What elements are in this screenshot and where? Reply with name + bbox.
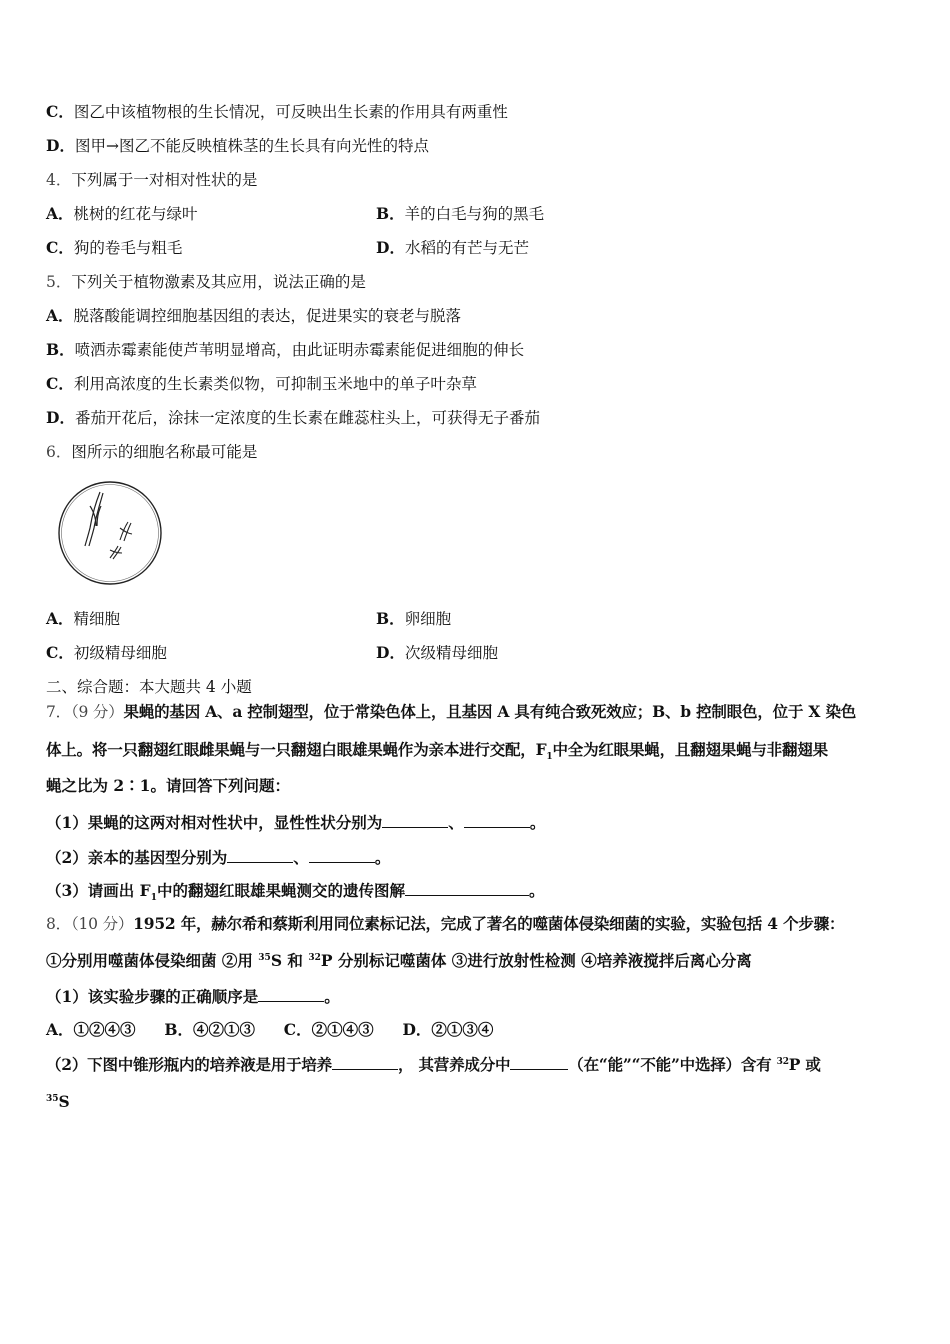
option-letter: A． [46, 204, 74, 223]
question-text: （2）下图中锥形瓶内的培养液是用于培养 [46, 1055, 332, 1074]
q8-line-1 [46, 914, 844, 934]
q4-option-d [376, 238, 529, 258]
option-text: ②①③④ [431, 1020, 494, 1039]
option-letter: A． [46, 306, 74, 325]
option-letter: C． [46, 238, 74, 257]
question-text: S [58, 1092, 70, 1111]
q6-stem [46, 442, 257, 462]
option-letter: D． [46, 136, 75, 155]
option-text: 精细胞 [73, 610, 121, 628]
option-text: ④②①③ [192, 1020, 255, 1039]
q6-option-b [376, 609, 451, 629]
q7-sub-3 [46, 880, 545, 904]
question-text: （1）果蝇的这两对相对性状中，显性性状分别为 [46, 813, 383, 832]
answer-blank[interactable] [309, 847, 375, 863]
option-text: 桃树的红花与绿叶 [73, 205, 198, 223]
question-number: 5． [46, 273, 72, 291]
question-text: 蝇之比为 2∶1。请回答下列问题： [46, 776, 290, 795]
q7-sub-2 [46, 847, 390, 868]
q7-line-1 [46, 702, 856, 722]
option-text: 脱落酸能调控细胞基因组的表达，促进果实的衰老与脱落 [73, 307, 462, 325]
q4-option-c [46, 238, 182, 258]
superscript: 35 [46, 1093, 59, 1104]
option-text: ①②④③ [73, 1020, 136, 1039]
question-score: （10 分） [70, 915, 134, 933]
separator: 、 [293, 848, 309, 867]
option-letter: C． [46, 102, 74, 121]
section-title: 二、综合题：本大题共 4 小题 [46, 678, 252, 696]
option-text: 卵细胞 [404, 610, 452, 628]
option-letter: B． [376, 204, 405, 223]
period: 。 [528, 881, 545, 900]
option-text: 羊的白毛与狗的黑毛 [404, 205, 545, 223]
question-text: ， 其营养成分中 [398, 1055, 511, 1074]
answer-blank[interactable] [510, 1054, 568, 1070]
question-text: 下列关于植物激素及其应用，说法正确的是 [71, 273, 366, 291]
option-letter: C． [46, 374, 74, 393]
option-letter: D． [46, 408, 75, 427]
q8-line-2 [46, 951, 752, 971]
option-letter: B． [376, 609, 405, 628]
option-text: 图乙中该植物根的生长情况，可反映出生长素的作用具有两重性 [73, 103, 508, 121]
question-text: 下列属于一对相对性状的是 [71, 171, 258, 189]
superscript: 32 [776, 1056, 789, 1067]
q3-option-c [46, 102, 508, 122]
question-score: （9 分） [70, 703, 124, 721]
q6-option-a [46, 609, 120, 629]
superscript: 32 [308, 952, 321, 963]
option-text: 番茄开花后，涂抹一定浓度的生长素在雌蕊柱头上，可获得无子番茄 [74, 409, 540, 427]
question-number: 7． [46, 703, 71, 721]
question-number: 6． [46, 443, 72, 461]
question-text: P 或 [788, 1055, 821, 1074]
question-text: 中全为红眼果蝇，且翻翅果蝇与非翻翅果 [552, 740, 828, 759]
option-letter: A． [46, 1020, 74, 1039]
q5-option-b [46, 340, 524, 360]
option-letter: D． [376, 238, 405, 257]
q8-choices [46, 1020, 493, 1040]
q7-sub-1 [46, 812, 545, 833]
chromosome-small-2 [110, 546, 122, 559]
option-text: ②①④③ [311, 1020, 374, 1039]
question-text: 中的翻翅红眼雄果蝇测交的遗传图解 [156, 881, 405, 900]
q6-option-c [46, 643, 167, 663]
period: 。 [529, 813, 546, 832]
chromosome-large [85, 492, 103, 546]
question-text: （3）请画出 F [46, 881, 151, 900]
q8-sub-2-cont [46, 1092, 70, 1112]
question-number: 8． [46, 915, 71, 933]
question-text: 体上。将一只翻翅红眼雌果蝇与一只翻翅白眼雄果蝇作为亲本进行交配，F [46, 740, 547, 759]
question-text: （2）亲本的基因型分别为 [46, 848, 228, 867]
option-letter: B． [164, 1020, 193, 1039]
period: 。 [324, 987, 340, 1006]
question-text: ①分别用噬菌体侵染细菌 ②用 [46, 951, 259, 970]
answer-blank[interactable] [258, 986, 324, 1002]
q5-stem [46, 272, 366, 292]
question-text: S 和 [270, 951, 309, 970]
option-letter: A． [46, 609, 74, 628]
cell-membrane [59, 482, 161, 584]
q8-sub-1 [46, 986, 340, 1007]
superscript: 35 [258, 952, 271, 963]
subscript: 1 [150, 893, 157, 904]
option-letter: D． [402, 1020, 432, 1039]
q7-line-3 [46, 776, 290, 796]
question-number: 4． [46, 171, 72, 189]
answer-blank[interactable] [382, 812, 448, 828]
q5-option-c [46, 374, 477, 394]
option-letter: C． [283, 1020, 312, 1039]
cell-diagram [56, 480, 164, 586]
q4-option-a [46, 204, 198, 224]
option-text: 喷洒赤霉素能使芦苇明显增高，由此证明赤霉素能促进细胞的伸长 [74, 341, 525, 359]
q3-option-d [46, 136, 429, 156]
option-letter: B． [46, 340, 75, 359]
option-letter: D． [376, 643, 405, 662]
separator: 、 [448, 813, 464, 832]
option-text: 图甲→图乙不能反映植株茎的生长具有向光性的特点 [74, 137, 429, 155]
question-text: P 分别标记噬菌体 ③进行放射性检测 ④培养液搅拌后离心分离 [320, 951, 752, 970]
question-text: （1）该实验步骤的正确顺序是 [46, 987, 259, 1006]
option-text: 初级精母细胞 [73, 644, 167, 662]
answer-blank[interactable] [227, 847, 293, 863]
cell-inner-outline [62, 485, 159, 582]
q5-option-a [46, 306, 461, 326]
option-text: 次级精母细胞 [404, 644, 498, 662]
option-text: 水稻的有芒与无芒 [404, 239, 529, 257]
q4-option-b [376, 204, 544, 224]
q6-option-d [376, 643, 498, 663]
answer-blank[interactable] [332, 1054, 398, 1070]
option-text: 利用高浓度的生长素类似物，可抑制玉米地中的单子叶杂草 [73, 375, 477, 393]
answer-blank[interactable] [405, 880, 529, 896]
q5-option-d [46, 408, 540, 428]
question-text: 图所示的细胞名称最可能是 [71, 443, 258, 461]
q8-sub-2 [46, 1054, 821, 1075]
question-text: （在“能”“不能”中选择）含有 [568, 1055, 777, 1074]
answer-blank[interactable] [464, 812, 530, 828]
subscript: 1 [546, 752, 553, 763]
q7-line-2 [46, 740, 828, 763]
chromosome-small-1 [120, 522, 132, 541]
option-letter: C． [46, 643, 74, 662]
option-text: 狗的卷毛与粗毛 [73, 239, 183, 257]
question-text: 果蝇的基因 A、a 控制翅型，位于常染色体上，且基因 A 具有纯合致死效应；B、b 控制眼色，位于 X 染色 [123, 702, 857, 721]
period: 。 [374, 848, 391, 867]
q4-stem [46, 170, 257, 190]
question-text: 1952 年，赫尔希和蔡斯利用同位素标记法，完成了著名的噬菌体侵染细菌的实验，实验包括 4 个步骤： [133, 914, 845, 933]
